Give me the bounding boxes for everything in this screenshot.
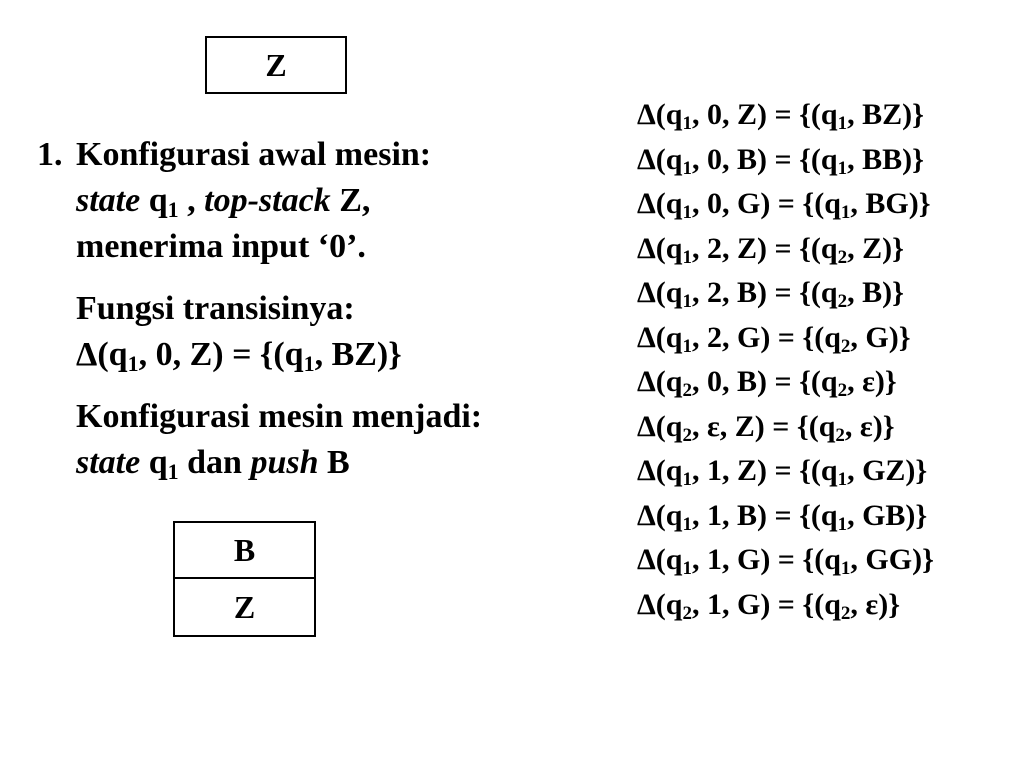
transition-rule-part: , 1, B) = {(q (691, 498, 838, 532)
transition-rule-part: 1 (682, 558, 692, 579)
example-sub1: 1 (127, 351, 139, 376)
transition-rule-part: Δ(q (637, 365, 683, 398)
transition-rule-part: 2 (840, 335, 851, 357)
transition-rule-part: , 0, Z) = {(q (691, 98, 838, 131)
transition-rule (637, 278, 934, 323)
state-subscript: 1 (167, 197, 179, 222)
transition-rule-part: 1 (840, 558, 851, 579)
transition-rule (637, 142, 934, 190)
transition-rule-part: , ε)} (847, 365, 897, 398)
result-state-subscript: 1 (167, 459, 179, 484)
transition-rule-part: , 1, Z) = {(q (691, 454, 838, 487)
transition-rule-part: 2 (682, 602, 692, 624)
transition-rule-part: , ε, Z) = {(q (691, 409, 836, 443)
transition-rule-part: 2 (682, 380, 692, 401)
transition-rule-part: 1 (682, 157, 692, 179)
comma: , (178, 182, 196, 219)
transition-rule-part: , B)} (847, 276, 904, 309)
transition-rule-part: , GZ)} (847, 454, 928, 487)
transition-rule-part: Δ(q (637, 409, 683, 443)
transition-rule (637, 456, 934, 501)
transition-rule-part: 1 (682, 113, 692, 134)
transition-rule-part: , 2, Z) = {(q (691, 231, 838, 265)
transition-rule-part: 1 (840, 202, 851, 223)
initial-stack-top-cell: Z (205, 36, 347, 94)
transition-rule-part: , 2, B) = {(q (691, 276, 838, 309)
config-title: Konfigurasi awal mesin: (76, 136, 432, 173)
transition-rule-part: , 0, G) = {(q (691, 187, 841, 220)
transition-rule-part: Δ(q (637, 98, 683, 131)
input-line: menerima input ‘0’. (76, 228, 366, 265)
transition-rule-part: , 1, G) = {(q (691, 543, 841, 576)
example-sub2: 1 (303, 351, 315, 376)
transition-rule-part: Δ(q (637, 142, 683, 176)
initial-state-line (76, 182, 371, 222)
example-middle: , 0, Z) = {(q (138, 336, 304, 373)
result-title: Konfigurasi mesin menjadi: (76, 398, 483, 435)
transition-rule-part: , BB)} (847, 142, 924, 176)
result-push-label: push (250, 444, 319, 481)
transition-rule-part: Δ(q (637, 187, 683, 220)
transition-rule-part: , 2, G) = {(q (691, 320, 841, 354)
transition-rule-part: Δ(q (637, 498, 683, 532)
item-number: 1. (37, 136, 63, 173)
transition-rule-part: , Z)} (847, 231, 904, 265)
result-push-value: B (327, 444, 350, 481)
transition-rule-part: , BZ)} (847, 98, 924, 131)
transition-rule-part: 2 (837, 380, 848, 401)
transition-rule (637, 367, 934, 412)
transition-rule-part: 1 (682, 202, 692, 223)
transition-rule-part: Δ(q (637, 587, 683, 621)
transition-rule-part: 1 (682, 291, 692, 312)
transition-rule (637, 587, 934, 635)
transition-rule-part: 1 (837, 513, 848, 535)
result-stack-top-cell: B (173, 521, 316, 579)
result-state-value: q (148, 444, 168, 481)
transition-rule-part: , 1, G) = {(q (691, 587, 841, 621)
top-stack-value: Z, (339, 182, 371, 219)
transition-rule-part: , ε)} (850, 587, 901, 621)
transition-rule (637, 545, 934, 590)
example-prefix: Δ(q (76, 336, 128, 373)
transition-rule (637, 189, 934, 234)
top-stack-label: top-stack (204, 182, 331, 219)
transition-rule-part: Δ(q (637, 543, 683, 576)
transition-rule (637, 231, 934, 279)
transition-title: Fungsi transisinya: (76, 290, 355, 327)
transition-rule-part: 1 (837, 157, 848, 179)
transition-rule-part: 2 (837, 246, 848, 268)
transition-rule-part: , GB)} (847, 498, 928, 532)
transition-rule-part: 1 (837, 469, 848, 490)
transition-rule-part: 1 (682, 469, 692, 490)
transition-rule-part: , GG)} (850, 543, 934, 576)
transition-example (76, 336, 402, 376)
result-and: dan (187, 444, 242, 481)
transition-rule-part: 2 (837, 291, 848, 312)
transition-rule (637, 409, 934, 457)
transition-rule-part: Δ(q (637, 276, 683, 309)
transition-rule (637, 498, 934, 546)
transition-rule-part: , ε)} (844, 409, 895, 443)
transition-rule-part: Δ(q (637, 231, 683, 265)
transition-rule-part: , G)} (850, 320, 911, 354)
transition-rule-part: , 0, B) = {(q (691, 142, 838, 176)
result-state-label: state (76, 444, 141, 481)
transition-rule-part: 1 (682, 513, 692, 535)
transition-rule-part: 1 (682, 335, 692, 357)
transition-rule-part: Δ(q (637, 454, 683, 487)
state-label: state (76, 182, 141, 219)
transition-rule-part: 1 (837, 113, 848, 134)
result-stack-bottom-cell: Z (173, 577, 316, 637)
transition-rule (637, 100, 934, 145)
transition-function-list (637, 100, 934, 634)
transition-rule (637, 320, 934, 368)
transition-rule-part: 2 (682, 424, 692, 446)
state-value: q (148, 182, 168, 219)
transition-rule-part: 2 (840, 602, 851, 624)
transition-rule-part: , BG)} (850, 187, 931, 220)
result-line (76, 444, 350, 484)
transition-rule-part: 2 (835, 424, 845, 446)
transition-rule-part: Δ(q (637, 320, 683, 354)
transition-rule-part: , 0, B) = {(q (691, 365, 838, 398)
transition-rule-part: 1 (682, 246, 692, 268)
example-suffix: , BZ)} (314, 336, 402, 373)
